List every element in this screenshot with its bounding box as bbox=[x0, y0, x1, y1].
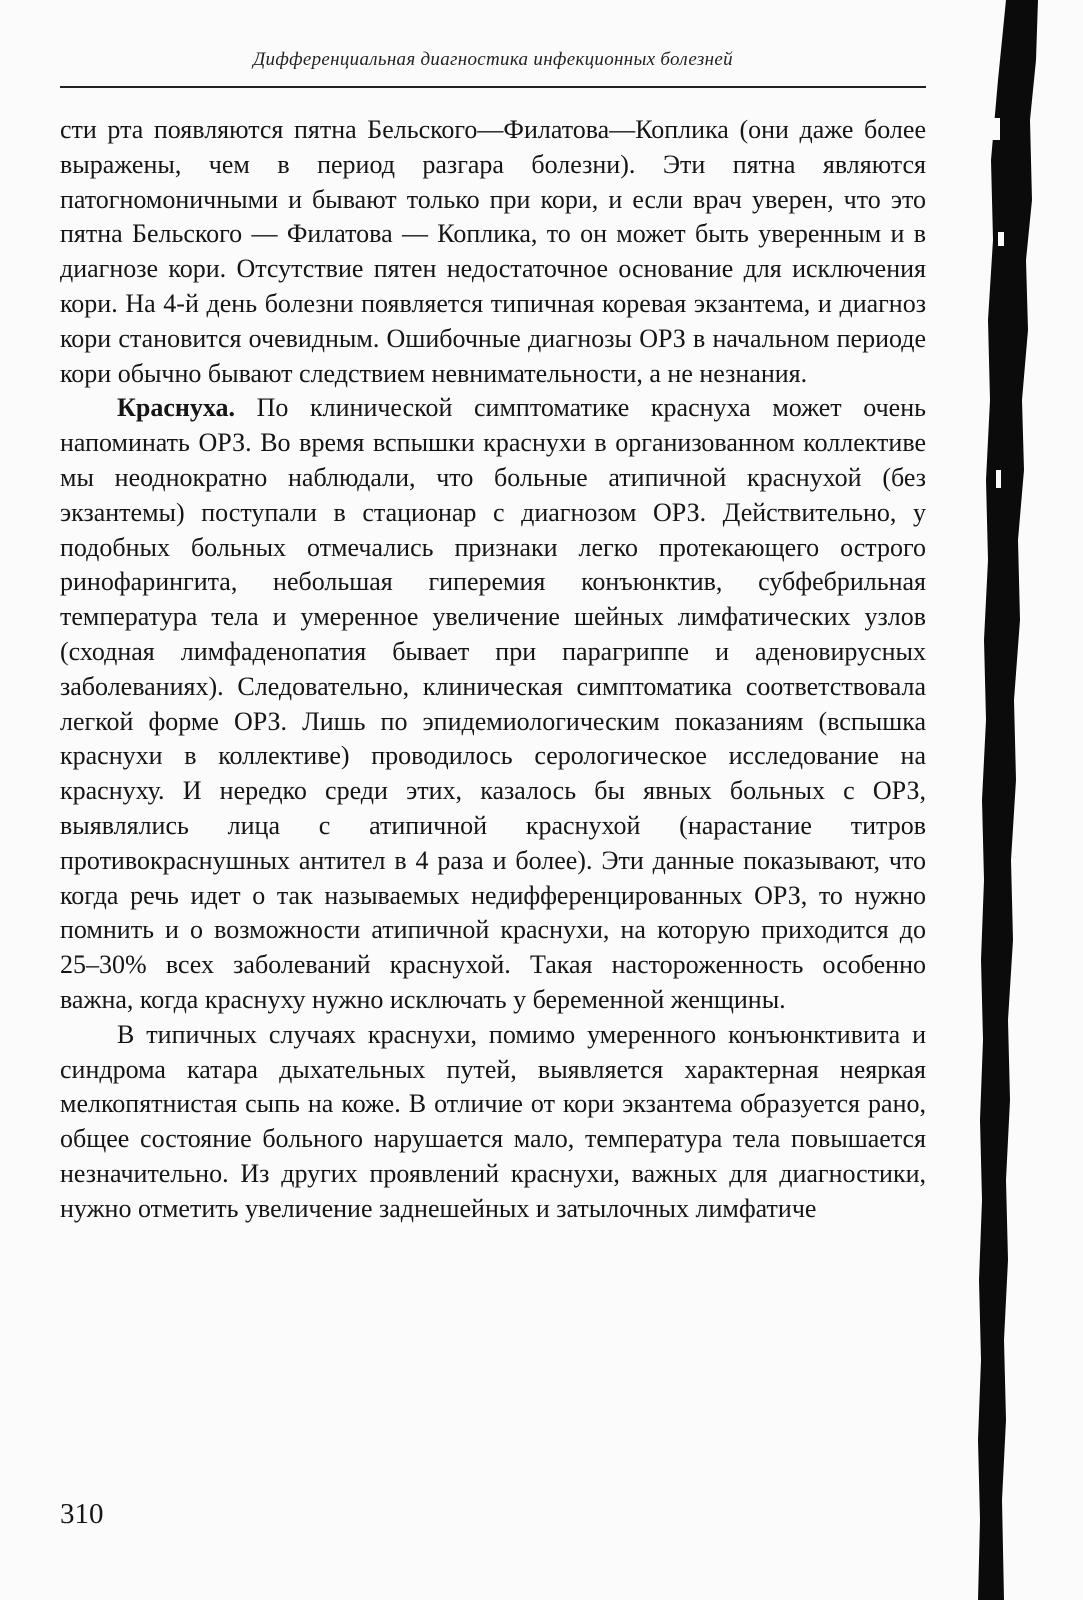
body-text bbox=[60, 113, 926, 1227]
page-number: 310 bbox=[60, 1498, 104, 1530]
paragraph-rubella bbox=[60, 391, 926, 1017]
paragraph-rubella-text: По клинической симптоматике краснуха может очень напоминать ОРЗ. Во время вспышки краснухи в организованном коллективе мы неоднократно наблюдали, что больные атипичной краснухой (без экзантемы) поступали в стационар с диагнозом ОРЗ. Действительно, у подобных больных отмечались признаки легко протекающего острого ринофарингита, небольшая гиперемия конъюнктив, субфебрильная температура тела и умеренное увеличение шейных лимфатических узлов (сходная лимфаденопатия бывает при парагриппе и аденовирусных заболеваниях). Следовательно, клиническая симптоматика соответствовала легкой форме ОРЗ. Лишь по эпидемиологическим показаниям (вспышка краснухи в коллективе) проводилось серологическое исследование на краснуху. И нередко среди этих, казалось бы явных больных с ОРЗ, выявлялись лица с атипичной краснухой (нарастание титров противокраснушных антител в 4 раза и более). Эти данные показывают, что когда речь идет о так называемых недифференцированных ОРЗ, то нужно помнить и о возможности атипичной краснухи, на которую приходится до 25–30% всех заболеваний краснухой. Такая настороженность особенно важна, когда краснуху нужно исключать у беременной женщины. bbox=[60, 393, 926, 1014]
paragraph-measles-continued: сти рта появляются пятна Бельского—Филатова—Коплика (они даже более выражены, чем в период разгара болезни). Эти пятна являются патогномоничными и бывают только при кори, и если врач уверен, что это пятна Бельского — Филатова — Коплика, то он может быть уверенным и в диагнозе кори. Отсутствие пятен недостаточное основание для исключения кори. На 4-й день болезни появляется типичная коревая экзантема, и диагноз кори становится очевидным. Ошибочные диагнозы ОРЗ в начальном периоде кори обычно бывают следствием невнимательности, а не незнания. bbox=[60, 115, 926, 388]
running-title: Дифференциальная диагностика инфекционных болезней bbox=[253, 49, 733, 70]
section-heading-rubella: Краснуха. bbox=[117, 393, 235, 423]
running-header bbox=[60, 46, 926, 88]
scanned-spine-shadow bbox=[978, 0, 1083, 1600]
paragraph-typical-rubella: В типичных случаях краснухи, помимо умеренного конъюнктивита и синдрома катара дыхательных путей, выявляется характерная неяркая мелкопятнистая сыпь на коже. В отличие от кори экзантема образуется рано, общее состояние больного нарушается мало, температура тела повышается незначительно. Из других проявлений краснухи, важных для диагностики, нужно отметить увеличение заднешейных и затылочных лимфатиче bbox=[60, 1019, 926, 1223]
